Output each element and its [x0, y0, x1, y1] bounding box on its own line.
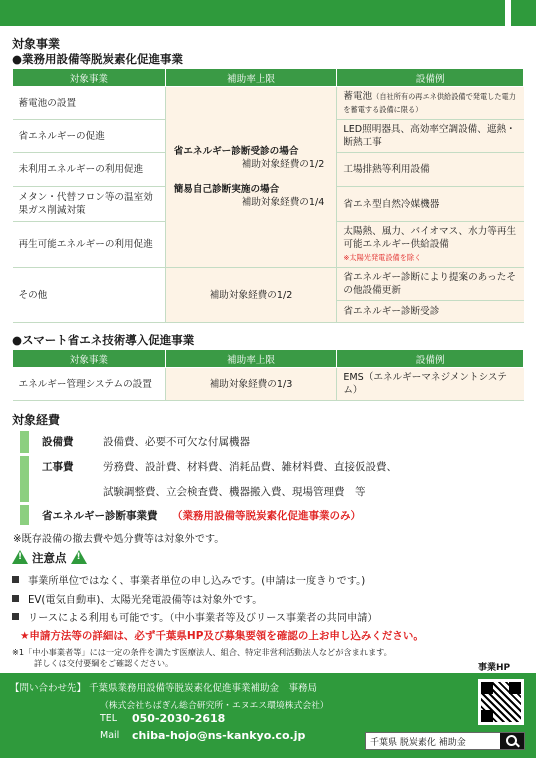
cost-title: 対象経費 — [12, 413, 61, 427]
square-bullet-icon — [12, 576, 19, 583]
example-cell: EMS（エネルギーマネジメントシステム） — [337, 368, 524, 401]
note-item — [12, 572, 365, 587]
rate-b-label: 簡易自己診断実施の場合 — [173, 184, 280, 195]
footer-contact-title: 【問い合わせ先】 千葉県業務用設備等脱炭素化促進事業補助金 事務局 — [10, 683, 318, 694]
warning-icon — [71, 550, 87, 564]
cost-exclusion: ※既存設備の撤去費や処分費等は対象外です。 — [13, 534, 225, 545]
cost-diag-note: （業務用設備等脱炭素化促進事業のみ） — [172, 510, 361, 522]
square-bullet-icon — [12, 595, 19, 602]
example-small: （自社所有の再エネ供給設備で発電した電力を蓄電する設備に限る） — [343, 92, 516, 114]
business-cell: メタン・代替フロン等の温室効果ガス削減対策 — [13, 187, 166, 222]
example-text: 蓄電池 — [343, 91, 373, 102]
business-cell: 未利用エネルギーの利用促進 — [13, 153, 166, 187]
business-cell: その他 — [13, 268, 166, 323]
example-cell: 省エネルギー診断受診 — [337, 301, 524, 323]
cost-diag-label: 省エネルギー診断事業費 — [42, 510, 158, 522]
example-cell — [337, 222, 524, 268]
example-cell: 省エネ型自然冷媒機器 — [337, 187, 524, 222]
section2-title: ●スマート省エネ技術導入促進事業 — [12, 333, 195, 347]
example-red-note: ※太陽光発電設備を除く — [343, 253, 422, 262]
footer-company: （株式会社ちばぎん総合研究所・エヌエス環境株式会社） — [100, 701, 329, 711]
table-business-2 — [12, 349, 524, 401]
search-box[interactable] — [365, 732, 525, 750]
cost-work-text-1: 労務費、設計費、材料費、消耗品費、雑材料費、直接仮設費、 — [103, 461, 397, 473]
note-text: リースによる利用も可能です。（中小事業者等及びリース事業者の共同申請） — [28, 613, 378, 624]
col-header: 対象事業 — [13, 69, 166, 87]
col-header: 設備例 — [337, 350, 524, 368]
cost-bar — [20, 456, 29, 502]
cost-work-text-2: 試験調整費、立会検査費、機器搬入費、現場管理費 等 — [103, 486, 366, 498]
business-cell: 再生可能エネルギーの利用促進 — [13, 222, 166, 268]
col-header: 対象事業 — [13, 350, 166, 368]
search-icon[interactable] — [500, 733, 524, 749]
business-cell: 省エネルギーの促進 — [13, 120, 166, 153]
rate-cell — [165, 87, 337, 268]
notes-title: 注意点 — [32, 551, 67, 565]
top-tab — [505, 0, 536, 26]
business-cell: 蓄電池の設置 — [13, 87, 166, 120]
heading-main: 対象事業 — [12, 37, 61, 51]
tel-label: TEL — [100, 713, 118, 724]
rate-a-value: 補助対象経費の1/2 — [241, 159, 325, 170]
table-business-1 — [12, 68, 524, 323]
rate-cell: 補助対象経費の1/2 — [165, 268, 337, 323]
square-bullet-icon — [12, 613, 19, 620]
example-text: 太陽熱、風力、バイオマス、水力等再生可能エネルギー供給設備 — [343, 226, 517, 250]
footnote-1: ※1「中小事業者等」には一定の条件を満たす医療法人、組合、特定非営利活動法人などが含まれます。 — [12, 647, 392, 657]
example-cell: LED照明器具、高効率空調設備、遮熱・断熱工事 — [337, 120, 524, 153]
mail-address[interactable]: chiba-hojo@ns-kankyo.co.jp — [132, 729, 306, 742]
search-text: 千葉県 脱炭素化 補助金 — [370, 738, 466, 748]
example-cell — [337, 87, 524, 120]
cost-bar — [20, 505, 29, 525]
col-header: 設備例 — [337, 69, 524, 87]
rate-a-label: 省エネルギー診断受診の場合 — [173, 146, 299, 157]
rate-b-value: 補助対象経費の1/4 — [241, 197, 325, 208]
top-banner — [0, 0, 536, 26]
rate-cell: 補助対象経費の1/3 — [165, 368, 337, 401]
example-cell: 工場排熱等利用設備 — [337, 153, 524, 187]
note-text: 事業所単位ではなく、事業者単位の申し込みです。(申請は一度きりです。) — [28, 576, 366, 587]
note-item — [12, 609, 378, 624]
col-header: 補助率上限 — [165, 69, 337, 87]
col-header: 補助率上限 — [165, 350, 337, 368]
business-cell: エネルギー管理システムの設置 — [13, 368, 166, 401]
note-item — [12, 591, 262, 606]
cost-equipment-text: 設備費、必要不可欠な付属機器 — [103, 436, 250, 448]
notes-heading — [12, 550, 87, 566]
section1-title: ●業務用設備等脱炭素化促進事業 — [12, 52, 184, 66]
tel-number: 050-2030-2618 — [132, 712, 226, 725]
warning-icon — [12, 550, 28, 564]
example-cell: 省エネルギー診断により提案のあったその他設備更新 — [337, 268, 524, 301]
cost-bar — [20, 431, 29, 453]
hp-label: 事業HP — [478, 663, 511, 673]
cost-equipment-label: 設備費 — [42, 436, 74, 448]
qr-code[interactable] — [478, 679, 524, 725]
notice-red: ★申請方法等の詳細は、必ず千葉県HP及び募集要領を確認の上お申し込みください。 — [20, 630, 424, 642]
footnote-2: 詳しくは交付要綱をご確認ください。 — [34, 658, 174, 668]
cost-work-label: 工事費 — [42, 461, 74, 473]
mail-label: Mail — [100, 730, 120, 741]
note-text: EV(電気自動車)、太陽光発電設備等は対象外です。 — [28, 595, 263, 606]
